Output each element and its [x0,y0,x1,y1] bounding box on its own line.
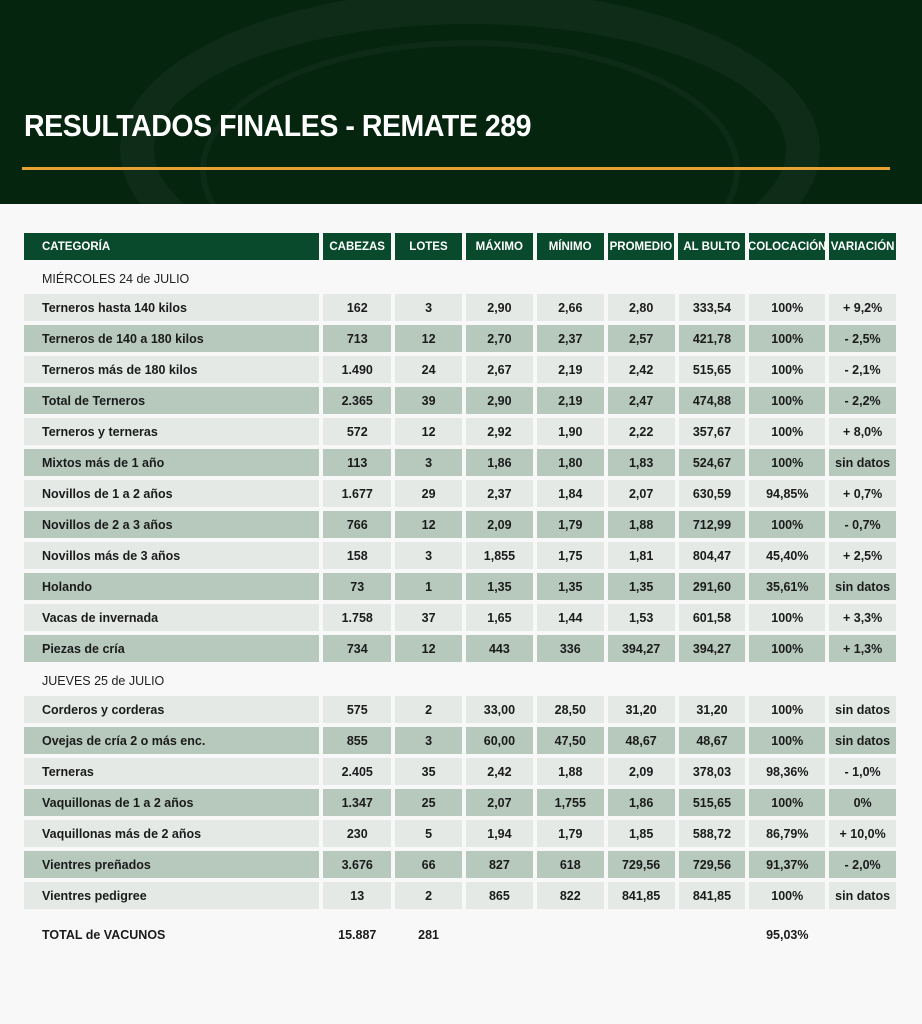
cell-promedio: 2,07 [608,480,675,507]
cell-cabezas: 575 [323,696,391,723]
cell-lotes: 12 [395,635,462,662]
cell-lotes: 12 [395,418,462,445]
results-table [24,233,896,952]
cell-variacion: + 9,2% [829,294,896,321]
section-label: JUEVES 25 de JULIO [42,674,165,688]
cell-maximo: 2,37 [466,480,533,507]
cell-minimo: 47,50 [537,727,604,754]
col-header-lotes: LOTES [395,233,462,260]
table-row [24,635,896,662]
cell-maximo: 2,07 [466,789,533,816]
cell-maximo: 2,70 [466,325,533,352]
cell-colocacion: 100% [749,635,825,662]
cell-lotes: 2 [395,882,462,909]
cell-promedio: 729,56 [608,851,675,878]
table-row [24,820,896,847]
cell-cabezas: 1.758 [323,604,391,631]
cell-variacion: + 3,3% [829,604,896,631]
cell-categoria: Holando [24,573,319,600]
cell-categoria: Total de Terneros [24,387,319,414]
cell-categoria: Terneros hasta 140 kilos [24,294,319,321]
cell-variacion: 0% [829,789,896,816]
cell-cabezas: 13 [323,882,391,909]
cell-minimo: 2,19 [537,387,604,414]
cell-lotes: 3 [395,449,462,476]
table-body [24,264,896,909]
cell-variacion: sin datos [829,882,896,909]
cell-minimo: 1,90 [537,418,604,445]
total-row [24,921,896,948]
cell-categoria: Vientres preñados [24,851,319,878]
cell-promedio: 2,57 [608,325,675,352]
cell-maximo: 1,35 [466,573,533,600]
cell-colocacion: 100% [749,294,825,321]
table-row [24,573,896,600]
cell-categoria: Piezas de cría [24,635,319,662]
col-header-minimo: MÍNIMO [537,233,604,260]
cell-maximo: 443 [466,635,533,662]
accent-divider [22,167,890,170]
cell-al-bulto: 515,65 [679,789,746,816]
cell-maximo: 2,67 [466,356,533,383]
cell-lotes: 37 [395,604,462,631]
cell-maximo: 2,90 [466,387,533,414]
cell-colocacion: 100% [749,325,825,352]
table-row [24,480,896,507]
cell-lotes: 35 [395,758,462,785]
table-row [24,294,896,321]
cell-categoria: Vaquillonas de 1 a 2 años [24,789,319,816]
cell-promedio: 2,80 [608,294,675,321]
cell-variacion: - 2,0% [829,851,896,878]
cell-al-bulto: 712,99 [679,511,746,538]
cell-categoria: Novillos más de 3 años [24,542,319,569]
cell-lotes: 3 [395,727,462,754]
cell-cabezas: 734 [323,635,391,662]
cell-cabezas: 572 [323,418,391,445]
col-header-al-bulto: AL BULTO [678,233,745,260]
cell-maximo: 827 [466,851,533,878]
cell-cabezas: 1.347 [323,789,391,816]
cell-promedio: 841,85 [608,882,675,909]
cell-variacion: sin datos [829,727,896,754]
cell-lotes: 3 [395,294,462,321]
cell-variacion: + 1,3% [829,635,896,662]
cell-categoria: Novillos de 1 a 2 años [24,480,319,507]
cell-al-bulto: 48,67 [679,727,746,754]
cell-al-bulto: 394,27 [679,635,746,662]
header-banner [0,0,922,204]
cell-cabezas: 1.677 [323,480,391,507]
cell-promedio: 2,47 [608,387,675,414]
section-label: MIÉRCOLES 24 de JULIO [42,272,190,286]
cell-variacion: - 2,2% [829,387,896,414]
cell-cabezas: 73 [323,573,391,600]
cell-maximo: 865 [466,882,533,909]
table-row [24,418,896,445]
cell-categoria: Terneros más de 180 kilos [24,356,319,383]
cell-colocacion: 100% [749,727,825,754]
cell-promedio: 2,42 [608,356,675,383]
cell-cabezas: 2.405 [323,758,391,785]
col-header-categoria: CATEGORÍA [24,233,319,260]
cell-al-bulto: 474,88 [679,387,746,414]
table-row [24,789,896,816]
cell-colocacion: 91,37% [749,851,825,878]
cell-variacion: + 8,0% [829,418,896,445]
cell-categoria: Vaquillonas más de 2 años [24,820,319,847]
cell-promedio: 1,83 [608,449,675,476]
cell-maximo: 2,92 [466,418,533,445]
cell-al-bulto: 804,47 [679,542,746,569]
cell-categoria: Novillos de 2 a 3 años [24,511,319,538]
cell-variacion: sin datos [829,573,896,600]
col-header-colocacion: COLOCACIÓN [749,233,825,260]
col-header-variacion: VARIACIÓN [829,233,896,260]
cell-al-bulto: 524,67 [679,449,746,476]
cell-minimo: 822 [537,882,604,909]
cell-colocacion: 100% [749,511,825,538]
cell-maximo: 1,86 [466,449,533,476]
cell-maximo: 2,90 [466,294,533,321]
cell-categoria: Vacas de invernada [24,604,319,631]
cell-categoria: Mixtos más de 1 año [24,449,319,476]
cell-promedio: 48,67 [608,727,675,754]
cell-colocacion: 35,61% [749,573,825,600]
cell-minimo: 2,19 [537,356,604,383]
cell-lotes: 12 [395,511,462,538]
cell-cabezas: 713 [323,325,391,352]
table-row [24,758,896,785]
cell-promedio: 2,09 [608,758,675,785]
cell-variacion: - 1,0% [829,758,896,785]
cell-lotes: 12 [395,325,462,352]
cell-al-bulto: 378,03 [679,758,746,785]
table-row [24,542,896,569]
cell-colocacion: 45,40% [749,542,825,569]
cell-minimo: 1,75 [537,542,604,569]
col-header-cabezas: CABEZAS [323,233,391,260]
cell-variacion: + 2,5% [829,542,896,569]
cell-maximo: 33,00 [466,696,533,723]
table-row [24,511,896,538]
table-row [24,387,896,414]
cell-lotes: 1 [395,573,462,600]
cell-maximo: 1,855 [466,542,533,569]
cell-cabezas: 113 [323,449,391,476]
cell-al-bulto: 31,20 [679,696,746,723]
cell-lotes: 24 [395,356,462,383]
table-row [24,604,896,631]
cell-minimo: 1,88 [537,758,604,785]
cell-colocacion: 100% [749,696,825,723]
cell-minimo: 1,79 [537,511,604,538]
cell-minimo: 2,37 [537,325,604,352]
cell-lotes: 3 [395,542,462,569]
cell-cabezas: 766 [323,511,391,538]
cell-lotes: 39 [395,387,462,414]
total-label: TOTAL de VACUNOS [42,927,166,942]
cell-minimo: 1,35 [537,573,604,600]
cell-promedio: 1,86 [608,789,675,816]
table-row [24,696,896,723]
cell-lotes: 29 [395,480,462,507]
cell-variacion: + 0,7% [829,480,896,507]
table-row [24,325,896,352]
cell-maximo: 2,09 [466,511,533,538]
cell-al-bulto: 515,65 [679,356,746,383]
total-lotes: 281 [418,927,439,942]
cell-cabezas: 162 [323,294,391,321]
cell-colocacion: 100% [749,387,825,414]
cell-variacion: sin datos [829,449,896,476]
cell-al-bulto: 601,58 [679,604,746,631]
table-row [24,356,896,383]
cell-minimo: 1,755 [537,789,604,816]
table-row [24,449,896,476]
table-row [24,851,896,878]
cell-colocacion: 100% [749,418,825,445]
cell-al-bulto: 630,59 [679,480,746,507]
cell-lotes: 2 [395,696,462,723]
table-row [24,882,896,909]
cell-colocacion: 98,36% [749,758,825,785]
cell-cabezas: 158 [323,542,391,569]
cell-categoria: Ovejas de cría 2 o más enc. [24,727,319,754]
cell-promedio: 31,20 [608,696,675,723]
total-colocacion: 95,03% [766,927,809,942]
cell-lotes: 25 [395,789,462,816]
cell-colocacion: 100% [749,604,825,631]
cell-colocacion: 100% [749,789,825,816]
cell-variacion: sin datos [829,696,896,723]
cell-variacion: - 2,5% [829,325,896,352]
cell-minimo: 1,79 [537,820,604,847]
cell-variacion: - 0,7% [829,511,896,538]
cell-cabezas: 230 [323,820,391,847]
cell-maximo: 1,65 [466,604,533,631]
cell-colocacion: 100% [749,356,825,383]
cell-maximo: 60,00 [466,727,533,754]
cell-al-bulto: 357,67 [679,418,746,445]
cell-minimo: 618 [537,851,604,878]
table-row [24,727,896,754]
cell-minimo: 28,50 [537,696,604,723]
cell-al-bulto: 841,85 [679,882,746,909]
cell-cabezas: 3.676 [323,851,391,878]
cell-categoria: Corderos y corderas [24,696,319,723]
cell-al-bulto: 729,56 [679,851,746,878]
cell-lotes: 66 [395,851,462,878]
page-title: RESULTADOS FINALES - REMATE 289 [24,108,532,143]
cell-promedio: 1,81 [608,542,675,569]
cell-variacion: - 2,1% [829,356,896,383]
cell-minimo: 1,44 [537,604,604,631]
cell-maximo: 1,94 [466,820,533,847]
cell-colocacion: 94,85% [749,480,825,507]
col-header-promedio: PROMEDIO [608,233,675,260]
cell-minimo: 2,66 [537,294,604,321]
cell-categoria: Vientres pedigree [24,882,319,909]
cell-colocacion: 100% [749,882,825,909]
cell-colocacion: 100% [749,449,825,476]
cell-cabezas: 2.365 [323,387,391,414]
table-header [24,233,896,260]
cell-minimo: 1,84 [537,480,604,507]
cell-al-bulto: 588,72 [679,820,746,847]
cell-cabezas: 855 [323,727,391,754]
cell-maximo: 2,42 [466,758,533,785]
cell-promedio: 394,27 [608,635,675,662]
cell-promedio: 1,85 [608,820,675,847]
cell-minimo: 336 [537,635,604,662]
cell-al-bulto: 291,60 [679,573,746,600]
cell-minimo: 1,80 [537,449,604,476]
cell-promedio: 1,88 [608,511,675,538]
cell-promedio: 1,53 [608,604,675,631]
cell-promedio: 2,22 [608,418,675,445]
cell-al-bulto: 333,54 [679,294,746,321]
cell-categoria: Terneros de 140 a 180 kilos [24,325,319,352]
col-header-maximo: MÁXIMO [466,233,533,260]
cell-variacion: + 10,0% [829,820,896,847]
cell-cabezas: 1.490 [323,356,391,383]
cell-promedio: 1,35 [608,573,675,600]
cell-colocacion: 86,79% [749,820,825,847]
total-cabezas: 15.887 [338,927,377,942]
cell-al-bulto: 421,78 [679,325,746,352]
cell-categoria: Terneras [24,758,319,785]
cell-lotes: 5 [395,820,462,847]
cell-categoria: Terneros y terneras [24,418,319,445]
